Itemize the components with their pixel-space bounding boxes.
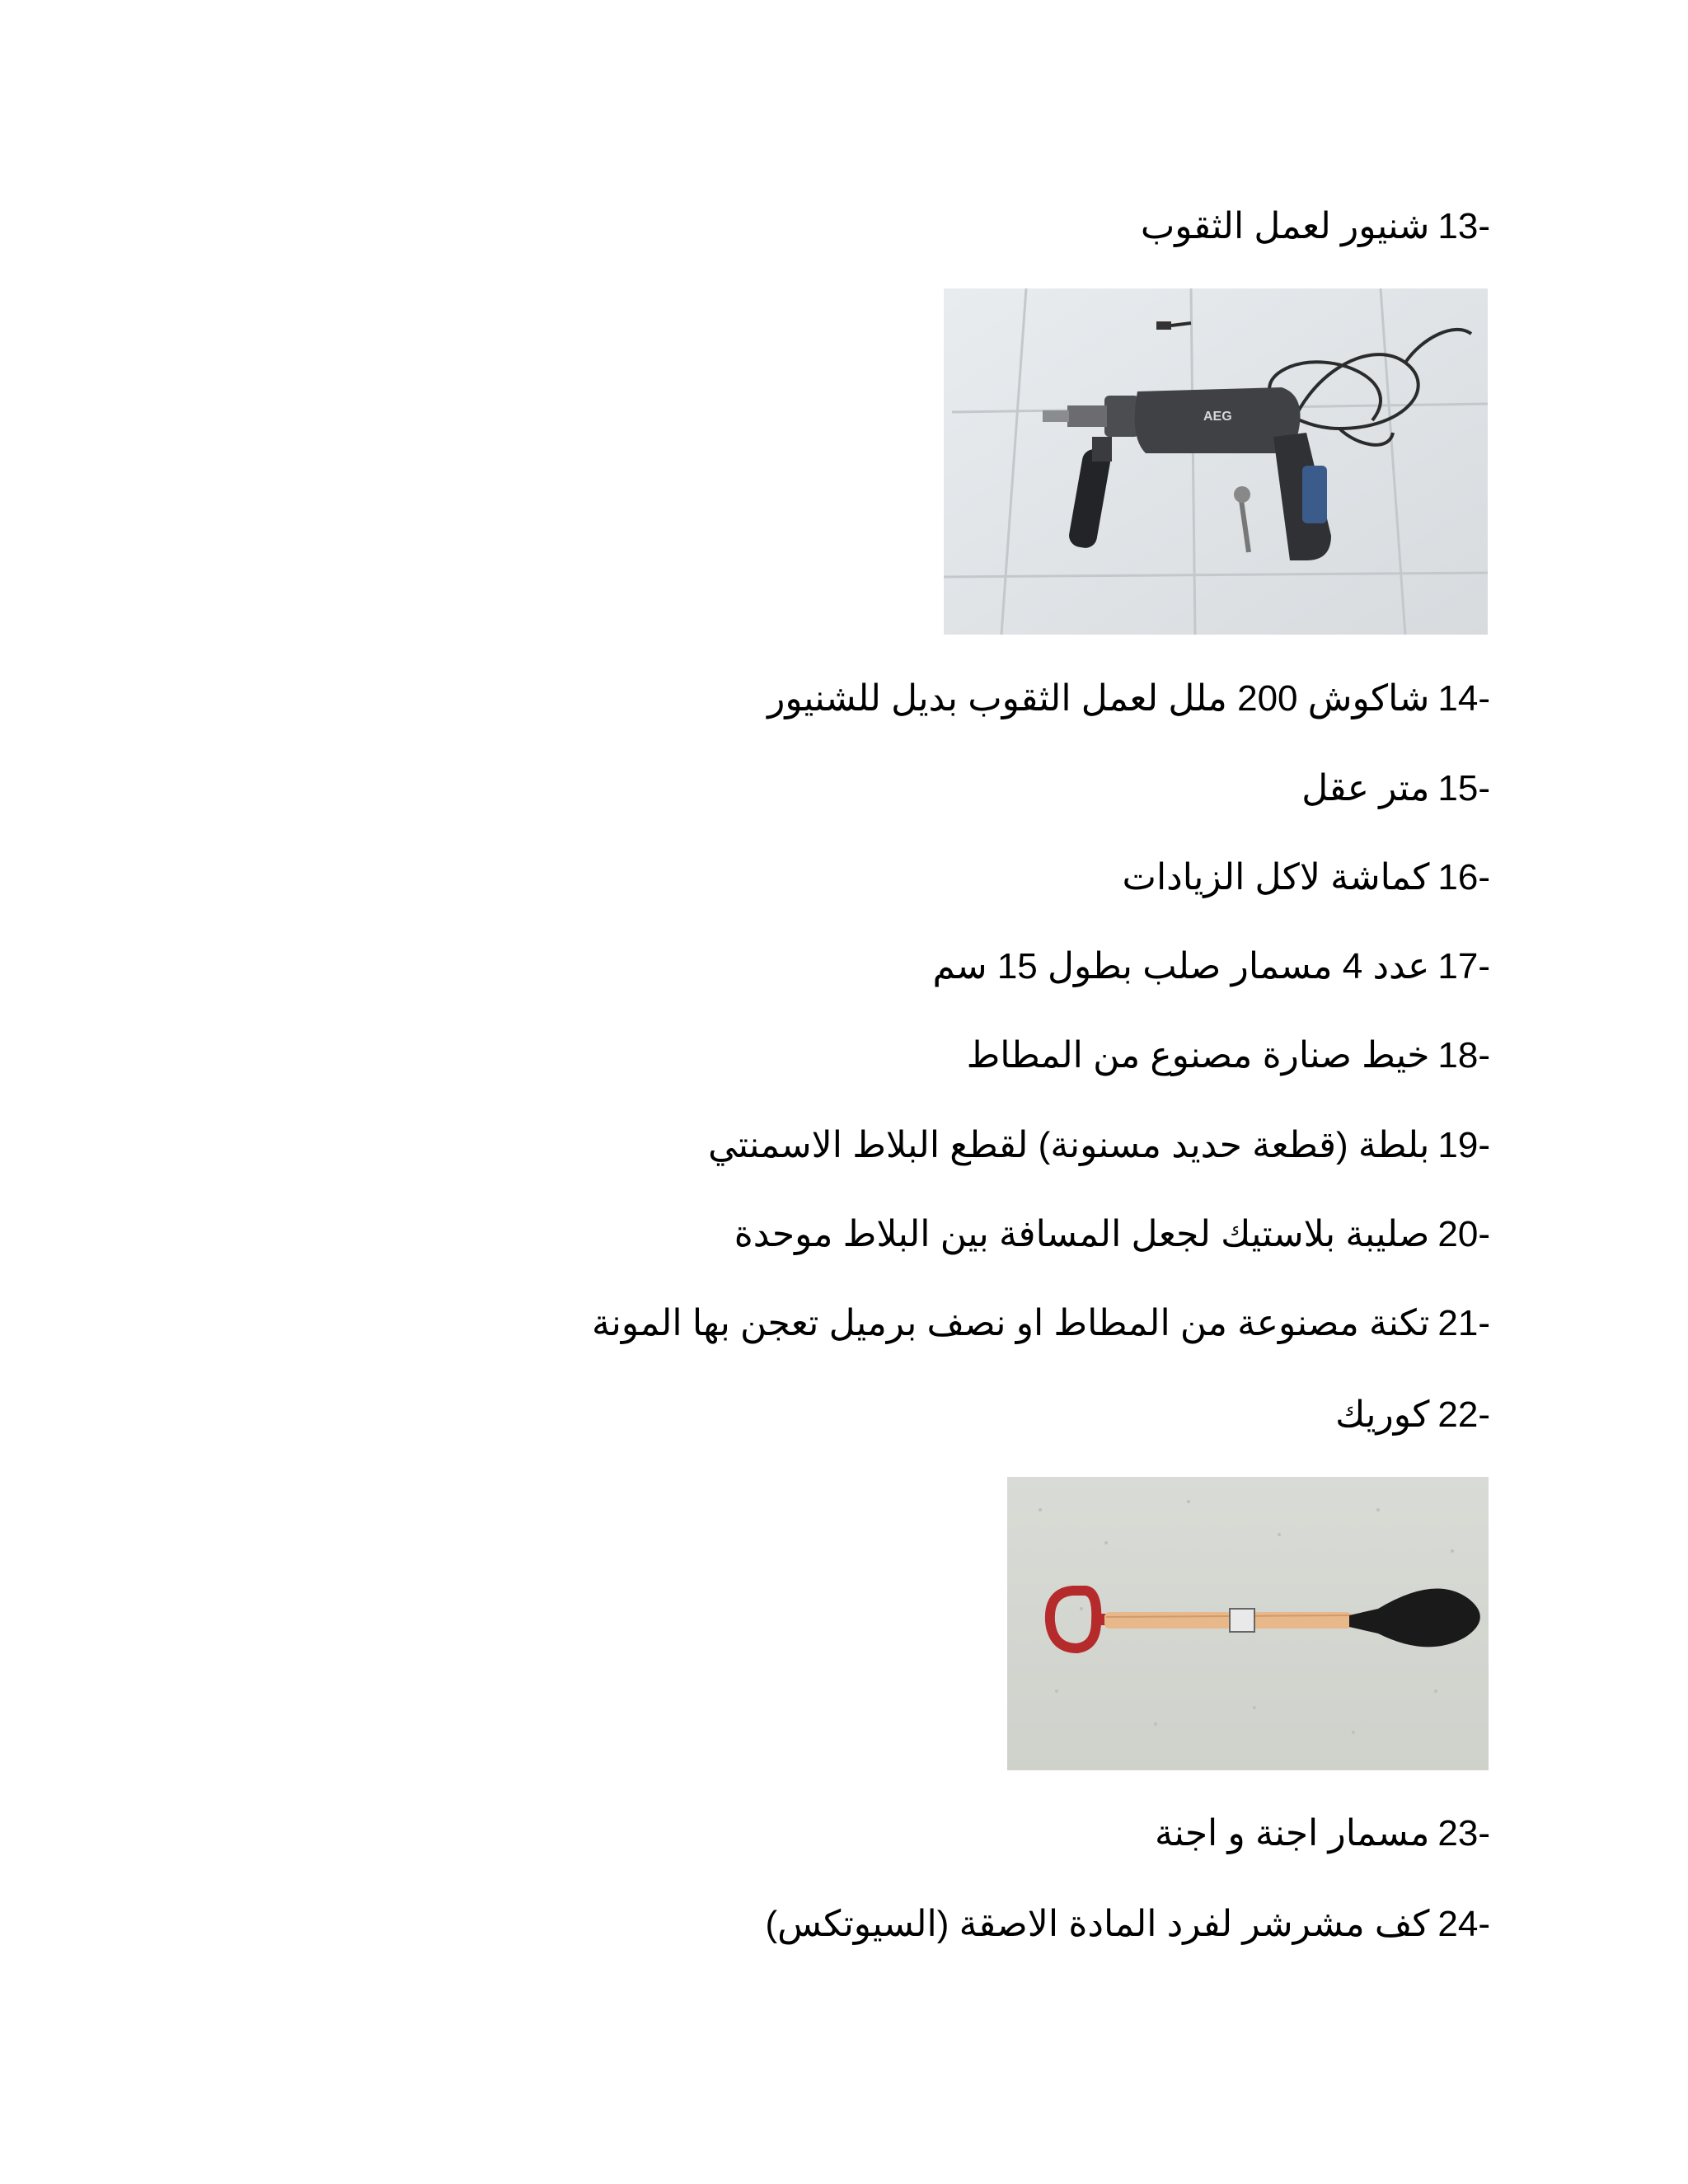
list-item-17 [932, 942, 1490, 991]
item-number: 17- [1437, 946, 1490, 987]
item-text: صليبة بلاستيك لجعل المسافة بين البلاط موحدة [734, 1214, 1430, 1254]
item-number: 15- [1437, 768, 1490, 808]
list-item-22 [1335, 1390, 1490, 1440]
shovel-photo [1007, 1477, 1489, 1770]
item-text: خيط صنارة مصنوع من المطاط [966, 1035, 1430, 1076]
list-item-21 [592, 1299, 1490, 1348]
item-number: 24- [1437, 1904, 1490, 1944]
item-text: كوريك [1335, 1394, 1430, 1435]
list-item-24 [766, 1900, 1490, 1949]
list-item-20 [734, 1210, 1490, 1259]
list-item-13 [1141, 202, 1490, 251]
item-number: 22- [1437, 1394, 1490, 1435]
drill-brand-label: AEG [1203, 410, 1232, 424]
item-number: 18- [1437, 1035, 1490, 1076]
item-text: شاكوش 200 ملل لعمل الثقوب بديل للشنيور [767, 678, 1430, 719]
list-item-18 [967, 1031, 1490, 1080]
drill-photo [944, 288, 1488, 635]
item-number: 14- [1437, 678, 1490, 719]
item-text: مسمار اجنة و اجنة [1154, 1813, 1430, 1854]
item-number: 16- [1437, 857, 1490, 898]
item-text: متر عقل [1301, 768, 1430, 808]
item-text: عدد 4 مسمار صلب بطول 15 سم [932, 946, 1430, 987]
item-text: كماشة لاكل الزيادات [1122, 857, 1430, 898]
list-item-15 [1301, 764, 1490, 813]
item-text: كف مشرشر لفرد المادة الاصقة (السيوتكس) [765, 1904, 1430, 1944]
item-text: تكنة مصنوعة من المطاط او نصف برميل تعجن بها المونة [592, 1303, 1430, 1343]
list-item-23 [1155, 1809, 1490, 1858]
item-number: 13- [1437, 206, 1490, 246]
item-number: 21- [1437, 1303, 1490, 1343]
item-text: شنيور لعمل الثقوب [1140, 206, 1430, 246]
list-item-16 [1123, 853, 1490, 902]
item-text: بلطة (قطعة حديد مسنونة) لقطع البلاط الاسمنتي [708, 1125, 1430, 1165]
item-number: 23- [1437, 1813, 1490, 1854]
list-item-19 [708, 1121, 1490, 1170]
list-item-14 [767, 674, 1490, 724]
item-number: 19- [1437, 1125, 1490, 1165]
item-number: 20- [1437, 1214, 1490, 1254]
